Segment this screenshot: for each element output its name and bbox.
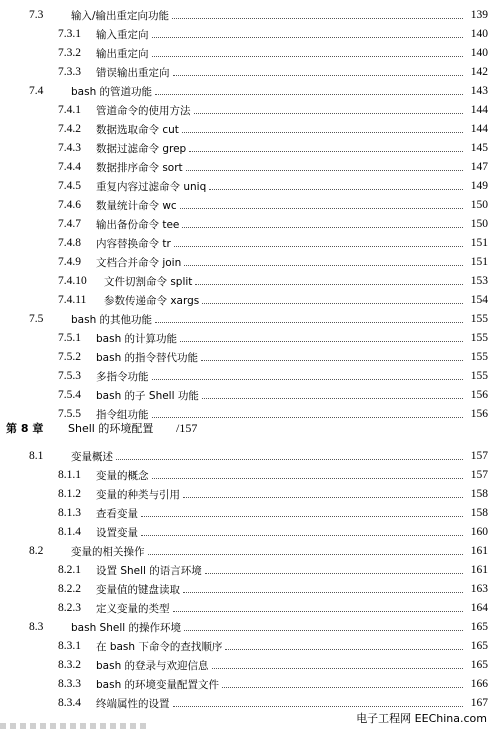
toc-entry-7-4-5[interactable]	[0, 176, 495, 196]
dot-leader	[183, 497, 463, 498]
dot-leader	[225, 649, 463, 650]
section-title: bash 的环境变量配置文件	[96, 678, 220, 691]
dot-leader	[174, 246, 463, 247]
section-title: 在 bash 下命令的查找顺序	[96, 640, 223, 653]
section-title: 查看变量	[96, 507, 138, 520]
section-title: 多指令功能	[96, 370, 149, 383]
section-number: 7.5.3	[58, 370, 81, 382]
dot-leader	[152, 478, 464, 479]
page-number: 166	[470, 678, 488, 690]
section-number: 7.4.2	[58, 123, 81, 135]
section-number: 8.2.2	[58, 583, 81, 595]
toc-entry-7-3-1[interactable]	[0, 24, 495, 44]
page-number: 161	[470, 545, 488, 557]
section-title: 文档合并命令 join	[96, 256, 182, 269]
toc-entry-7-5-4[interactable]	[0, 385, 495, 405]
section-number: 8.2	[29, 545, 44, 557]
page-number: 156	[470, 389, 488, 401]
section-number: 7.4.6	[58, 199, 81, 211]
section-title: 输入/输出重定向功能	[71, 9, 170, 22]
page-number: 150	[470, 218, 488, 230]
dot-leader	[116, 459, 463, 460]
dot-leader	[172, 18, 463, 19]
section-title: 错误输出重定向	[96, 66, 170, 79]
toc-entry-7-4-3[interactable]	[0, 138, 495, 158]
section-title: 数据过滤命令 grep	[96, 142, 187, 155]
section-title: 变量的相关操作	[71, 545, 145, 558]
section-number: 7.4.8	[58, 237, 81, 249]
toc-entry-7-4-9[interactable]	[0, 252, 495, 272]
section-number: 7.4	[29, 85, 44, 97]
section-number: 7.4.5	[58, 180, 81, 192]
section-title: 参数传递命令 xargs	[104, 294, 200, 307]
section-title: 管道命令的使用方法	[96, 104, 191, 117]
dot-leader	[186, 170, 463, 171]
toc-entry-7-3-3[interactable]	[0, 62, 495, 82]
section-number: 8.3	[29, 621, 44, 633]
toc-entry-7-3-2[interactable]	[0, 43, 495, 63]
section-title: 定义变量的类型	[96, 602, 170, 615]
dot-leader	[183, 592, 463, 593]
section-title: bash 的其他功能	[71, 313, 153, 326]
page-number: 158	[470, 507, 488, 519]
dot-leader	[194, 113, 464, 114]
toc-entry-7-4-6[interactable]	[0, 195, 495, 215]
dot-leader	[173, 706, 464, 707]
section-number: 7.4.9	[58, 256, 81, 268]
section-title: 内容替换命令 tr	[96, 237, 171, 250]
section-title: 变量的概念	[96, 469, 149, 482]
section-number: 7.5	[29, 313, 44, 325]
dot-leader	[152, 379, 464, 380]
toc-entry-7-4-10[interactable]	[0, 271, 495, 291]
toc-entry-7-3[interactable]	[0, 5, 495, 25]
section-title: 设置变量	[96, 526, 138, 539]
section-number: 7.5.1	[58, 332, 81, 344]
dot-leader	[155, 94, 463, 95]
toc-entry-8-3[interactable]	[0, 617, 495, 637]
section-number: 7.4.3	[58, 142, 81, 154]
section-number: 7.3.2	[58, 47, 81, 59]
section-title: 终端属性的设置	[96, 697, 170, 710]
section-title: 输出重定向	[96, 47, 149, 60]
toc-entry-8-1-1[interactable]	[0, 465, 495, 485]
site-watermark: 电子工程网 EEChina.com	[356, 712, 487, 725]
page-number: 155	[470, 370, 488, 382]
section-title: bash 的计算功能	[96, 332, 178, 345]
section-number: 7.4.11	[58, 294, 87, 306]
section-title: bash 的指令替代功能	[96, 351, 199, 364]
dot-leader	[184, 630, 463, 631]
toc-entry-7-4-4[interactable]	[0, 157, 495, 177]
page-number: 155	[470, 313, 488, 325]
toc-entry-8-2[interactable]	[0, 541, 495, 561]
section-number: 7.3	[29, 9, 44, 21]
section-title: 重复内容过滤命令 uniq	[96, 180, 207, 193]
section-title: 输入重定向	[96, 28, 149, 41]
dot-leader	[195, 284, 463, 285]
toc-entry-8-2-2[interactable]	[0, 579, 495, 599]
page-number: 143	[470, 85, 488, 97]
dot-leader	[148, 554, 464, 555]
dot-leader	[141, 535, 463, 536]
section-number: 7.3.3	[58, 66, 81, 78]
toc-entry-8-1-3[interactable]	[0, 503, 495, 523]
section-title: 数据排序命令 sort	[96, 161, 183, 174]
dot-leader	[201, 360, 463, 361]
section-number: 8.3.4	[58, 697, 81, 709]
toc-entry-8-3-2[interactable]	[0, 655, 495, 675]
section-number: 7.4.1	[58, 104, 81, 116]
section-title: 指令组功能	[96, 408, 149, 421]
toc-entry-8-2-3[interactable]	[0, 598, 495, 618]
page-number: 158	[470, 488, 488, 500]
chapter-title: Shell 的环境配置	[68, 422, 154, 435]
page-number: 153	[470, 275, 488, 287]
cutoff-text-line	[0, 723, 150, 729]
toc-entry-8-3-1[interactable]	[0, 636, 495, 656]
page-number: 161	[470, 564, 488, 576]
dot-leader	[173, 75, 464, 76]
dot-leader	[222, 687, 463, 688]
section-number: 7.5.4	[58, 389, 81, 401]
toc-entry-7-5-3[interactable]	[0, 366, 495, 386]
page-number: 164	[470, 602, 488, 614]
section-number: 8.1.4	[58, 526, 81, 538]
page-number: 149	[470, 180, 488, 192]
chapter-page: /157	[176, 420, 198, 435]
dot-leader	[152, 417, 464, 418]
section-title: 数据选取命令 cut	[96, 123, 179, 136]
section-title: 输出备份命令 tee	[96, 218, 180, 231]
toc-entry-8-1[interactable]	[0, 446, 495, 466]
toc-entry-7-4[interactable]	[0, 81, 495, 101]
dot-leader	[205, 573, 463, 574]
dot-leader	[212, 668, 463, 669]
page-number: 139	[470, 9, 488, 21]
dot-leader	[152, 56, 464, 57]
section-number: 8.3.1	[58, 640, 81, 652]
page-number: 167	[470, 697, 488, 709]
page-number: 165	[470, 640, 488, 652]
page-number: 151	[470, 256, 488, 268]
dot-leader	[202, 398, 463, 399]
section-number: 7.4.7	[58, 218, 81, 230]
page-number: 144	[470, 123, 488, 135]
page-number: 140	[470, 47, 488, 59]
dot-leader	[202, 303, 463, 304]
section-title: bash 的子 Shell 功能	[96, 389, 199, 402]
toc-entry-8-1-2[interactable]	[0, 484, 495, 504]
section-number: 8.3.3	[58, 678, 81, 690]
toc-entry-7-4-2[interactable]	[0, 119, 495, 139]
toc-entry-8-1-4[interactable]	[0, 522, 495, 542]
page-number: 144	[470, 104, 488, 116]
page-number: 156	[470, 408, 488, 420]
page-number: 163	[470, 583, 488, 595]
page-number: 154	[470, 294, 488, 306]
page-number: 150	[470, 199, 488, 211]
toc-entry-7-5[interactable]	[0, 309, 495, 329]
section-number: 8.1.2	[58, 488, 81, 500]
toc-entry-8-3-3[interactable]	[0, 674, 495, 694]
chapter-heading[interactable]	[6, 418, 197, 438]
section-title: bash 的登录与欢迎信息	[96, 659, 209, 672]
dot-leader	[209, 189, 463, 190]
page-number: 151	[470, 237, 488, 249]
section-number: 8.2.1	[58, 564, 81, 576]
dot-leader	[141, 516, 463, 517]
section-title: 文件切割命令 split	[104, 275, 193, 288]
page-number: 155	[470, 351, 488, 363]
section-number: 8.3.2	[58, 659, 81, 671]
page-number: 145	[470, 142, 488, 154]
toc-entry-7-4-11[interactable]	[0, 290, 495, 310]
dot-leader	[182, 227, 463, 228]
dot-leader	[180, 208, 463, 209]
page-number: 147	[470, 161, 488, 173]
chapter-label: 第 8 章	[6, 422, 44, 435]
page-number: 160	[470, 526, 488, 538]
section-number: 7.5.2	[58, 351, 81, 363]
toc-entry-7-4-1[interactable]	[0, 100, 495, 120]
section-number: 7.4.10	[58, 275, 87, 287]
page-number: 140	[470, 28, 488, 40]
page-number: 155	[470, 332, 488, 344]
section-number: 7.3.1	[58, 28, 81, 40]
section-number: 7.5.5	[58, 408, 81, 420]
section-title: 变量值的键盘读取	[96, 583, 180, 596]
section-number: 8.1	[29, 450, 44, 462]
dot-leader	[182, 132, 463, 133]
toc-entry-7-5-1[interactable]	[0, 328, 495, 348]
section-title: 变量的种类与引用	[96, 488, 180, 501]
toc-entry-7-5-2[interactable]	[0, 347, 495, 367]
toc-entry-7-4-7[interactable]	[0, 214, 495, 234]
section-number: 8.1.1	[58, 469, 81, 481]
section-number: 8.1.3	[58, 507, 81, 519]
section-title: bash Shell 的操作环境	[71, 621, 182, 634]
page-number: 165	[470, 659, 488, 671]
page-number: 157	[470, 469, 488, 481]
dot-leader	[152, 37, 464, 38]
dot-leader	[173, 611, 464, 612]
page-number: 142	[470, 66, 488, 78]
section-number: 7.4.4	[58, 161, 81, 173]
toc-entry-7-4-8[interactable]	[0, 233, 495, 253]
dot-leader	[155, 322, 463, 323]
dot-leader	[180, 341, 463, 342]
section-number: 8.2.3	[58, 602, 81, 614]
section-title: 变量概述	[71, 450, 113, 463]
section-title: 数量统计命令 wc	[96, 199, 177, 212]
toc-entry-8-2-1[interactable]	[0, 560, 495, 580]
dot-leader	[184, 265, 463, 266]
section-title: 设置 Shell 的语言环境	[96, 564, 202, 577]
page-number: 157	[470, 450, 488, 462]
dot-leader	[189, 151, 463, 152]
section-title: bash 的管道功能	[71, 85, 153, 98]
page-number: 165	[470, 621, 488, 633]
